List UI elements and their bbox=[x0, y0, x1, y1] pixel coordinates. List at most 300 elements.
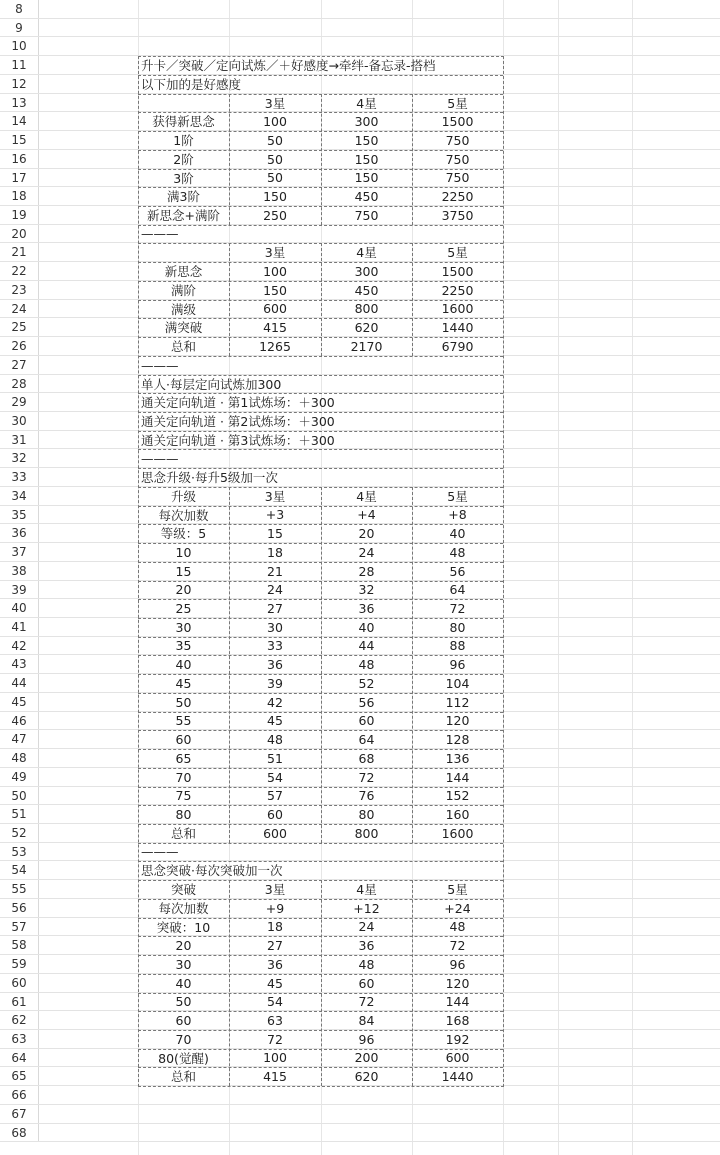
cell-value[interactable]: 415 bbox=[263, 1068, 287, 1084]
cell-value[interactable]: 56 bbox=[358, 694, 375, 710]
table-row bbox=[0, 730, 720, 749]
cell-value[interactable]: 620 bbox=[354, 1068, 379, 1084]
cell-value[interactable]: 4星 bbox=[356, 95, 377, 111]
table-row bbox=[0, 824, 720, 843]
cell-value[interactable]: 72 bbox=[449, 937, 466, 953]
row-number[interactable]: 55 bbox=[0, 880, 39, 898]
cell-value[interactable]: 150 bbox=[354, 151, 379, 167]
cell-value[interactable]: 2250 bbox=[441, 188, 474, 204]
table-row bbox=[0, 655, 720, 674]
table-row bbox=[0, 1067, 720, 1086]
row-number[interactable]: 45 bbox=[0, 693, 39, 711]
cell-value[interactable]: 57 bbox=[267, 788, 283, 803]
row-number[interactable]: 33 bbox=[0, 468, 39, 486]
table-row bbox=[0, 131, 720, 150]
cell-value[interactable]: 51 bbox=[267, 750, 283, 766]
table-row bbox=[0, 880, 720, 899]
table-row bbox=[0, 581, 720, 599]
row-number[interactable]: 18 bbox=[0, 187, 39, 205]
cell-value[interactable]: 45 bbox=[267, 975, 283, 991]
table-row bbox=[0, 19, 720, 37]
cell-text[interactable]: 通关定向轨道 · 第1试炼场：＋300 bbox=[141, 395, 335, 410]
cell-value[interactable]: 3星 bbox=[264, 95, 286, 111]
table-row bbox=[0, 936, 720, 955]
row-number[interactable]: 24 bbox=[0, 300, 39, 317]
table-row bbox=[0, 524, 720, 543]
cell-value[interactable]: 415 bbox=[263, 319, 287, 335]
cell-label[interactable]: 40 bbox=[175, 656, 192, 672]
cell-value[interactable]: 48 bbox=[358, 656, 375, 672]
row-number[interactable]: 37 bbox=[0, 543, 39, 561]
cell-value[interactable]: 20 bbox=[358, 525, 375, 541]
cell-value[interactable]: 48 bbox=[358, 956, 375, 972]
cell-value[interactable]: 64 bbox=[449, 582, 466, 597]
cell-value[interactable]: 76 bbox=[358, 788, 375, 803]
cell-value[interactable]: 30 bbox=[267, 619, 283, 635]
table-row bbox=[0, 1105, 720, 1124]
cell-value[interactable]: 48 bbox=[449, 544, 466, 560]
row-number[interactable]: 42 bbox=[0, 637, 39, 654]
cell-label[interactable]: 35 bbox=[175, 638, 192, 653]
table-row bbox=[0, 899, 720, 918]
cell-label[interactable]: 30 bbox=[175, 619, 192, 635]
cell-value[interactable]: 84 bbox=[358, 1012, 375, 1028]
cell-text[interactable]: 以下加的是好感度 bbox=[141, 77, 242, 92]
row-number[interactable]: 47 bbox=[0, 730, 39, 748]
cell-value[interactable]: 150 bbox=[263, 188, 287, 204]
table-row bbox=[0, 768, 720, 787]
table-row bbox=[0, 37, 720, 56]
cell-value[interactable]: 24 bbox=[358, 919, 375, 934]
table-row bbox=[0, 562, 720, 581]
cell-text[interactable]: ——— bbox=[141, 450, 179, 466]
cell-label[interactable]: 70 bbox=[175, 769, 192, 785]
row-number[interactable]: 43 bbox=[0, 655, 39, 673]
cell-value[interactable]: 136 bbox=[445, 750, 470, 766]
table-row bbox=[0, 468, 720, 487]
cell-value[interactable]: 54 bbox=[267, 769, 283, 785]
table-row bbox=[0, 262, 720, 281]
cell-value[interactable]: 72 bbox=[358, 994, 375, 1009]
cell-value[interactable]: 64 bbox=[358, 731, 375, 747]
cell-label[interactable]: 50 bbox=[175, 694, 192, 710]
cell-label[interactable]: 50 bbox=[175, 994, 192, 1009]
cell-value[interactable]: 200 bbox=[354, 1050, 379, 1065]
cell-label[interactable]: 2阶 bbox=[173, 152, 194, 167]
cell-value[interactable]: 3星 bbox=[264, 245, 286, 260]
cell-value[interactable]: 80 bbox=[449, 619, 466, 635]
row-number[interactable]: 54 bbox=[0, 861, 39, 879]
row-number[interactable]: 14 bbox=[0, 112, 39, 130]
cell-value[interactable]: 50 bbox=[267, 151, 283, 167]
row-number[interactable]: 10 bbox=[0, 37, 39, 55]
row-number[interactable]: 61 bbox=[0, 993, 39, 1010]
table-row bbox=[0, 318, 720, 337]
table-row bbox=[0, 206, 720, 225]
table-row bbox=[0, 1049, 720, 1067]
cell-value[interactable]: 18 bbox=[267, 544, 283, 560]
cell-value[interactable]: 3星 bbox=[264, 882, 286, 897]
cell-value[interactable]: 600 bbox=[445, 1050, 470, 1065]
cell-value[interactable]: 300 bbox=[354, 263, 379, 279]
row-number[interactable]: 65 bbox=[0, 1067, 39, 1085]
cell-label[interactable]: 突破：10 bbox=[156, 919, 211, 935]
cell-value[interactable]: 800 bbox=[354, 825, 379, 841]
row-number[interactable]: 36 bbox=[0, 524, 39, 542]
table-row bbox=[0, 487, 720, 506]
cell-value[interactable]: 192 bbox=[445, 1031, 470, 1047]
cell-label[interactable]: 40 bbox=[175, 975, 192, 991]
table-row bbox=[0, 56, 720, 75]
row-number[interactable]: 53 bbox=[0, 843, 39, 860]
row-number[interactable]: 66 bbox=[0, 1086, 39, 1104]
cell-value[interactable]: 54 bbox=[267, 994, 283, 1009]
cell-value[interactable]: 36 bbox=[267, 956, 283, 972]
table-row bbox=[0, 693, 720, 712]
cell-value[interactable]: 120 bbox=[445, 713, 470, 728]
table-row bbox=[0, 375, 720, 393]
table-row bbox=[0, 843, 720, 861]
table-row bbox=[0, 0, 720, 19]
table-row bbox=[0, 749, 720, 768]
cell-value[interactable]: 60 bbox=[358, 975, 375, 991]
cell-label[interactable]: 45 bbox=[175, 675, 192, 691]
row-number[interactable]: 68 bbox=[0, 1124, 39, 1141]
cell-value[interactable]: 100 bbox=[263, 263, 287, 279]
cell-label[interactable]: 30 bbox=[175, 956, 192, 972]
cell-value[interactable]: 150 bbox=[354, 132, 379, 148]
row-number[interactable]: 20 bbox=[0, 225, 39, 242]
table-row bbox=[0, 431, 720, 449]
cell-value[interactable]: 68 bbox=[358, 750, 375, 766]
cell-value[interactable]: 36 bbox=[358, 600, 375, 616]
table-row bbox=[0, 506, 720, 524]
row-number[interactable]: 12 bbox=[0, 75, 39, 93]
table-row bbox=[0, 543, 720, 562]
cell-label[interactable] bbox=[138, 94, 229, 111]
cell-value[interactable]: 250 bbox=[263, 207, 287, 223]
row-number[interactable]: 34 bbox=[0, 487, 39, 505]
cell-value[interactable]: 100 bbox=[263, 1050, 287, 1065]
cell-label[interactable]: 60 bbox=[175, 1012, 192, 1028]
row-number[interactable]: 40 bbox=[0, 599, 39, 617]
row-number[interactable]: 29 bbox=[0, 393, 39, 411]
table-row bbox=[0, 1124, 720, 1142]
cell-value[interactable]: 40 bbox=[449, 525, 466, 541]
cell-value[interactable]: 24 bbox=[358, 544, 375, 560]
cell-value[interactable]: 52 bbox=[358, 675, 375, 691]
cell-value[interactable]: +4 bbox=[357, 507, 376, 522]
cell-label[interactable]: 每次加数 bbox=[158, 901, 209, 916]
row-number[interactable]: 27 bbox=[0, 356, 39, 374]
row-number[interactable]: 38 bbox=[0, 562, 39, 580]
row-number[interactable]: 51 bbox=[0, 805, 39, 823]
cell-value[interactable]: 160 bbox=[445, 806, 470, 822]
cell-label[interactable]: 1阶 bbox=[173, 133, 194, 148]
cell-label[interactable]: 满突破 bbox=[164, 320, 203, 335]
cell-label[interactable]: 60 bbox=[175, 731, 192, 747]
cell-value[interactable]: 800 bbox=[354, 301, 379, 316]
row-number[interactable]: 41 bbox=[0, 618, 39, 636]
table-row bbox=[0, 300, 720, 318]
cell-value[interactable]: 168 bbox=[445, 1012, 470, 1028]
cell-value[interactable]: 56 bbox=[449, 563, 466, 579]
cell-value[interactable]: 28 bbox=[358, 563, 375, 579]
cell-value[interactable]: 144 bbox=[445, 994, 470, 1009]
row-number[interactable]: 48 bbox=[0, 749, 39, 767]
cell-value[interactable]: 3星 bbox=[264, 489, 286, 504]
cell-text[interactable]: ——— bbox=[141, 844, 179, 859]
cell-value[interactable]: 72 bbox=[267, 1031, 283, 1047]
cell-value[interactable]: 112 bbox=[445, 694, 470, 710]
cell-label[interactable]: 总和 bbox=[170, 339, 196, 354]
table-row bbox=[0, 993, 720, 1011]
cell-label[interactable]: 20 bbox=[175, 937, 192, 953]
cell-value[interactable]: 5星 bbox=[447, 489, 468, 504]
cell-value[interactable]: 27 bbox=[267, 600, 283, 616]
cell-value[interactable]: 44 bbox=[358, 638, 375, 653]
cell-label[interactable]: 75 bbox=[175, 788, 192, 803]
cell-value[interactable]: 80 bbox=[358, 806, 375, 822]
cell-value[interactable]: 5星 bbox=[447, 245, 468, 260]
cell-text[interactable]: ——— bbox=[141, 357, 179, 373]
cell-label[interactable]: 满3阶 bbox=[167, 189, 200, 204]
cell-value[interactable]: 1600 bbox=[441, 301, 474, 316]
cell-value[interactable]: 60 bbox=[267, 806, 283, 822]
cell-value[interactable]: 60 bbox=[358, 713, 375, 728]
cell-label[interactable]: 65 bbox=[175, 750, 192, 766]
cell-text[interactable]: 通关定向轨道 · 第2试炼场：＋300 bbox=[141, 414, 335, 429]
table-row bbox=[0, 1086, 720, 1105]
table-row bbox=[0, 243, 720, 262]
cell-value[interactable]: 50 bbox=[267, 132, 283, 148]
row-number[interactable]: 28 bbox=[0, 375, 39, 392]
table-row bbox=[0, 169, 720, 187]
cell-value[interactable]: 750 bbox=[445, 151, 470, 167]
cell-value[interactable]: 128 bbox=[445, 731, 470, 747]
cell-value[interactable]: 104 bbox=[445, 675, 470, 691]
row-number[interactable]: 19 bbox=[0, 206, 39, 224]
cell-value[interactable]: 72 bbox=[449, 600, 466, 616]
cell-value[interactable]: 50 bbox=[267, 170, 283, 185]
cell-value[interactable]: 96 bbox=[358, 1031, 375, 1047]
cell-value[interactable]: 32 bbox=[358, 582, 375, 597]
cell-value[interactable]: 2250 bbox=[441, 282, 474, 298]
cell-value[interactable]: 152 bbox=[445, 788, 470, 803]
table-row bbox=[0, 94, 720, 112]
table-row bbox=[0, 150, 720, 169]
cell-value[interactable]: 72 bbox=[358, 769, 375, 785]
cell-value[interactable]: 120 bbox=[445, 975, 470, 991]
row-number[interactable]: 8 bbox=[0, 0, 39, 18]
row-number[interactable]: 46 bbox=[0, 712, 39, 729]
cell-value[interactable]: 300 bbox=[354, 113, 379, 129]
cell-value[interactable]: 1500 bbox=[441, 113, 474, 129]
row-number[interactable]: 67 bbox=[0, 1105, 39, 1123]
cell-value[interactable]: 39 bbox=[267, 675, 283, 691]
cell-value[interactable]: 88 bbox=[449, 638, 466, 653]
cell-label[interactable]: 新思念 bbox=[164, 264, 203, 279]
row-number[interactable]: 25 bbox=[0, 318, 39, 336]
cell-label[interactable]: 15 bbox=[175, 563, 192, 579]
cell-value[interactable]: 450 bbox=[354, 188, 379, 204]
row-number[interactable]: 22 bbox=[0, 262, 39, 280]
table-row bbox=[0, 618, 720, 637]
table-row bbox=[0, 955, 720, 974]
table-row bbox=[0, 1030, 720, 1049]
row-number[interactable]: 59 bbox=[0, 955, 39, 973]
cell-value[interactable]: 750 bbox=[354, 207, 379, 223]
cell-label[interactable]: 满阶 bbox=[170, 283, 196, 298]
table-row bbox=[0, 805, 720, 824]
cell-value[interactable]: 1440 bbox=[441, 1068, 474, 1084]
row-number[interactable]: 23 bbox=[0, 281, 39, 299]
cell-value[interactable]: 63 bbox=[267, 1012, 283, 1028]
cell-label[interactable]: 每次加数 bbox=[158, 507, 209, 523]
row-number[interactable]: 49 bbox=[0, 768, 39, 786]
cell-value[interactable]: 750 bbox=[445, 170, 470, 185]
row-number[interactable]: 15 bbox=[0, 131, 39, 149]
cell-value[interactable]: 600 bbox=[263, 825, 287, 841]
cell-value[interactable]: 18 bbox=[267, 919, 283, 934]
cell-label[interactable]: 获得新思念 bbox=[152, 114, 215, 129]
row-number[interactable]: 44 bbox=[0, 674, 39, 692]
table-row bbox=[0, 337, 720, 356]
cell-label[interactable]: 3阶 bbox=[173, 170, 194, 186]
cell-value[interactable]: +12 bbox=[353, 900, 380, 916]
cell-value[interactable]: 150 bbox=[354, 170, 379, 185]
cell-value[interactable]: 5星 bbox=[447, 882, 468, 897]
cell-label[interactable]: 总和 bbox=[170, 826, 196, 841]
cell-text[interactable]: 升卡／突破／定向试炼／＋好感度→牵绊-备忘录-搭档 bbox=[141, 58, 436, 73]
cell-value[interactable]: 15 bbox=[267, 525, 283, 541]
row-number[interactable]: 62 bbox=[0, 1011, 39, 1029]
cell-text[interactable]: 单人·每层定向试炼加300 bbox=[141, 376, 282, 392]
cell-value[interactable]: 33 bbox=[267, 638, 283, 653]
cell-value[interactable]: +8 bbox=[448, 507, 467, 522]
table-row bbox=[0, 974, 720, 993]
cell-value[interactable]: 48 bbox=[449, 919, 466, 934]
cell-label[interactable]: 10 bbox=[175, 544, 192, 560]
cell-value[interactable]: 5星 bbox=[447, 95, 468, 111]
cell-label[interactable]: 70 bbox=[175, 1031, 192, 1047]
cell-value[interactable]: 6790 bbox=[441, 338, 474, 354]
row-number[interactable]: 32 bbox=[0, 449, 39, 467]
cell-value[interactable]: 144 bbox=[445, 769, 470, 785]
cell-value[interactable]: 45 bbox=[267, 713, 283, 728]
cell-text[interactable]: 通关定向轨道 · 第3试炼场：＋300 bbox=[141, 432, 335, 448]
cell-label[interactable]: 80 bbox=[175, 806, 192, 822]
cell-label[interactable]: 突破 bbox=[170, 882, 196, 897]
cell-value[interactable]: 96 bbox=[449, 656, 466, 672]
cell-value[interactable]: 4星 bbox=[356, 245, 377, 260]
cell-value[interactable]: 100 bbox=[263, 113, 287, 129]
row-number[interactable]: 17 bbox=[0, 169, 39, 186]
cell-value[interactable]: 4星 bbox=[356, 882, 377, 897]
cell-value[interactable]: 36 bbox=[267, 656, 283, 672]
cell-label[interactable]: 等级：5 bbox=[160, 526, 207, 541]
row-number[interactable]: 56 bbox=[0, 899, 39, 917]
table-row bbox=[0, 674, 720, 693]
row-number[interactable]: 26 bbox=[0, 337, 39, 355]
cell-value[interactable]: 450 bbox=[354, 282, 379, 298]
row-number[interactable]: 35 bbox=[0, 506, 39, 523]
row-number[interactable]: 64 bbox=[0, 1049, 39, 1066]
cell-value[interactable]: 1265 bbox=[259, 338, 291, 354]
cell-value[interactable]: 3750 bbox=[441, 207, 474, 223]
cell-label[interactable]: 20 bbox=[175, 582, 192, 597]
table-row bbox=[0, 637, 720, 655]
row-number[interactable]: 21 bbox=[0, 243, 39, 261]
table-row bbox=[0, 712, 720, 730]
cell-value[interactable]: 1600 bbox=[441, 825, 474, 841]
cell-value[interactable]: 48 bbox=[267, 731, 283, 747]
cell-value[interactable]: +9 bbox=[265, 900, 285, 916]
cell-value[interactable]: 40 bbox=[358, 619, 375, 635]
row-number[interactable]: 11 bbox=[0, 56, 39, 74]
cell-value[interactable]: 96 bbox=[449, 956, 466, 972]
table-row bbox=[0, 787, 720, 805]
row-number[interactable]: 57 bbox=[0, 918, 39, 935]
row-number[interactable]: 63 bbox=[0, 1030, 39, 1048]
cell-value[interactable]: 1440 bbox=[441, 319, 474, 335]
cell-value[interactable]: 620 bbox=[354, 319, 379, 335]
cell-text[interactable]: 思念突破·每次突破加一次 bbox=[141, 863, 283, 878]
table-row bbox=[0, 599, 720, 618]
cell-value[interactable]: 150 bbox=[263, 282, 287, 298]
cell-value[interactable]: 36 bbox=[358, 937, 375, 953]
cell-label[interactable]: 总和 bbox=[170, 1069, 196, 1084]
row-number[interactable]: 13 bbox=[0, 94, 39, 111]
cell-value[interactable]: +3 bbox=[265, 507, 285, 522]
row-number[interactable]: 58 bbox=[0, 936, 39, 954]
cell-label[interactable]: 满级 bbox=[170, 301, 196, 317]
cell-label[interactable]: 80(觉醒) bbox=[158, 1050, 209, 1066]
cell-label[interactable]: 25 bbox=[175, 600, 192, 616]
cell-label[interactable]: 新思念+满阶 bbox=[147, 208, 220, 223]
table-row bbox=[0, 281, 720, 300]
row-number[interactable]: 16 bbox=[0, 150, 39, 168]
cell-value[interactable]: 42 bbox=[267, 694, 283, 710]
cell-value[interactable]: +24 bbox=[444, 900, 471, 916]
cell-text[interactable]: 思念升级·每升5级加一次 bbox=[141, 470, 278, 485]
row-number[interactable]: 50 bbox=[0, 787, 39, 804]
cell-value[interactable]: 2170 bbox=[350, 338, 383, 354]
cell-value[interactable]: 4星 bbox=[356, 489, 377, 504]
cell-label[interactable] bbox=[138, 243, 229, 261]
cell-value[interactable]: 21 bbox=[267, 563, 283, 579]
cell-value[interactable]: 600 bbox=[263, 301, 287, 316]
row-number[interactable]: 30 bbox=[0, 412, 39, 430]
cell-value[interactable]: 24 bbox=[267, 582, 283, 597]
cell-label[interactable]: 升级 bbox=[170, 489, 196, 504]
cell-label[interactable]: 55 bbox=[175, 713, 192, 728]
row-number[interactable]: 9 bbox=[0, 19, 39, 36]
row-number[interactable]: 39 bbox=[0, 581, 39, 598]
table-row bbox=[0, 75, 720, 94]
table-row bbox=[0, 1011, 720, 1030]
cell-value[interactable]: 27 bbox=[267, 937, 283, 953]
row-number[interactable]: 52 bbox=[0, 824, 39, 842]
cell-text[interactable]: ——— bbox=[141, 226, 179, 241]
row-number[interactable]: 31 bbox=[0, 431, 39, 448]
row-number[interactable]: 60 bbox=[0, 974, 39, 992]
table-row bbox=[0, 449, 720, 468]
table-row bbox=[0, 112, 720, 131]
table-row bbox=[0, 861, 720, 880]
cell-value[interactable]: 750 bbox=[445, 132, 470, 148]
cell-value[interactable]: 1500 bbox=[441, 263, 474, 279]
